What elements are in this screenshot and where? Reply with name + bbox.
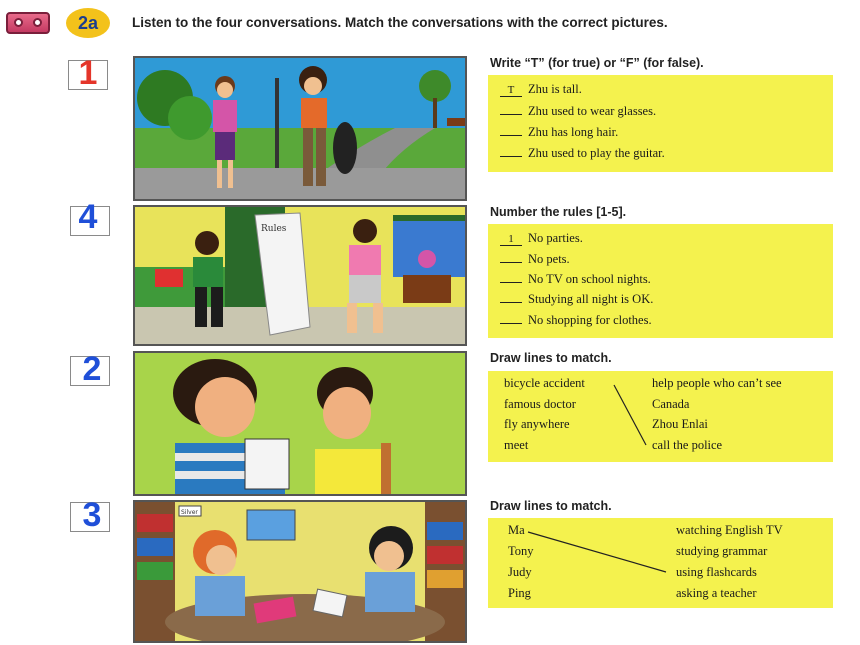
match-right-item[interactable]: Canada — [652, 397, 690, 411]
task4-heading: Draw lines to match. — [490, 499, 612, 513]
task2-item — [500, 229, 583, 247]
task1-item — [500, 80, 582, 98]
school-sign-text: Silver — [181, 509, 198, 516]
match-right-item[interactable]: using flashcards — [676, 565, 757, 579]
task-number-badge: 2a — [66, 8, 110, 38]
answer-blank[interactable]: T — [500, 84, 522, 97]
task1-panel — [488, 75, 833, 172]
item-text: Studying all night is OK. — [528, 292, 654, 306]
match-right-item[interactable]: studying grammar — [676, 544, 768, 558]
task1-item — [500, 123, 618, 141]
answer-blank[interactable] — [500, 270, 522, 283]
number-label-3: 2 — [82, 350, 102, 388]
answer-blank[interactable] — [500, 102, 522, 115]
answer-blank[interactable] — [500, 144, 522, 157]
match-left-item[interactable]: Tony — [508, 544, 534, 558]
task1-item — [500, 144, 665, 162]
task2-item — [500, 290, 653, 308]
answer-blank[interactable] — [500, 250, 522, 263]
task1-item — [500, 102, 656, 120]
match-left-item[interactable]: fly anywhere — [504, 417, 570, 431]
picture-study-group — [133, 500, 467, 643]
match-right-item[interactable]: asking a teacher — [676, 586, 757, 600]
item-text: No TV on school nights. — [528, 272, 651, 286]
item-text: No pets. — [528, 252, 570, 266]
picture-boys-interview — [133, 351, 467, 496]
number-label-4: 3 — [82, 496, 102, 534]
task4-panel — [488, 518, 833, 608]
item-text: Zhu has long hair. — [528, 125, 619, 139]
match-left-item[interactable]: Ma — [508, 523, 525, 537]
answer-blank[interactable]: 1 — [500, 233, 522, 246]
task2-heading: Number the rules [1-5]. — [490, 205, 627, 219]
item-text: No parties. — [528, 231, 583, 245]
match-left-item[interactable]: Ping — [508, 586, 531, 600]
answer-blank[interactable] — [500, 123, 522, 136]
item-text: No shopping for clothes. — [528, 313, 652, 327]
task2-item — [500, 270, 651, 288]
task3-panel — [488, 371, 833, 462]
match-right-item[interactable]: call the police — [652, 438, 723, 452]
match-right-item[interactable]: help people who can’t see — [652, 376, 782, 390]
match-left-item[interactable]: bicycle accident — [504, 376, 585, 390]
task2-item — [500, 311, 652, 329]
answer-blank[interactable] — [500, 290, 522, 303]
picture-rules-argument — [133, 205, 467, 346]
match-right-item[interactable]: Zhou Enlai — [652, 417, 708, 431]
task2-panel — [488, 224, 833, 338]
item-text: Zhu used to play the guitar. — [528, 146, 665, 160]
task2-item — [500, 250, 570, 268]
task1-heading: Write “T” (for true) or “F” (for false). — [490, 56, 704, 70]
picture-park-conversation — [133, 56, 467, 201]
match-left-item[interactable]: famous doctor — [504, 397, 576, 411]
task3-heading: Draw lines to match. — [490, 351, 612, 365]
cassette-tape-icon — [6, 12, 50, 34]
match-left-item[interactable]: meet — [504, 438, 529, 452]
number-label-1: 1 — [78, 54, 98, 92]
match-right-item[interactable]: watching English TV — [676, 523, 783, 537]
rules-sign-text: Rules — [261, 224, 287, 234]
number-label-2: 4 — [78, 198, 98, 236]
item-text: Zhu used to wear glasses. — [528, 104, 657, 118]
item-text: Zhu is tall. — [528, 82, 582, 96]
answer-blank[interactable] — [500, 311, 522, 324]
instruction-text: Listen to the four conversations. Match the conversations with the correct pictures. — [132, 15, 668, 30]
match-left-item[interactable]: Judy — [508, 565, 532, 579]
